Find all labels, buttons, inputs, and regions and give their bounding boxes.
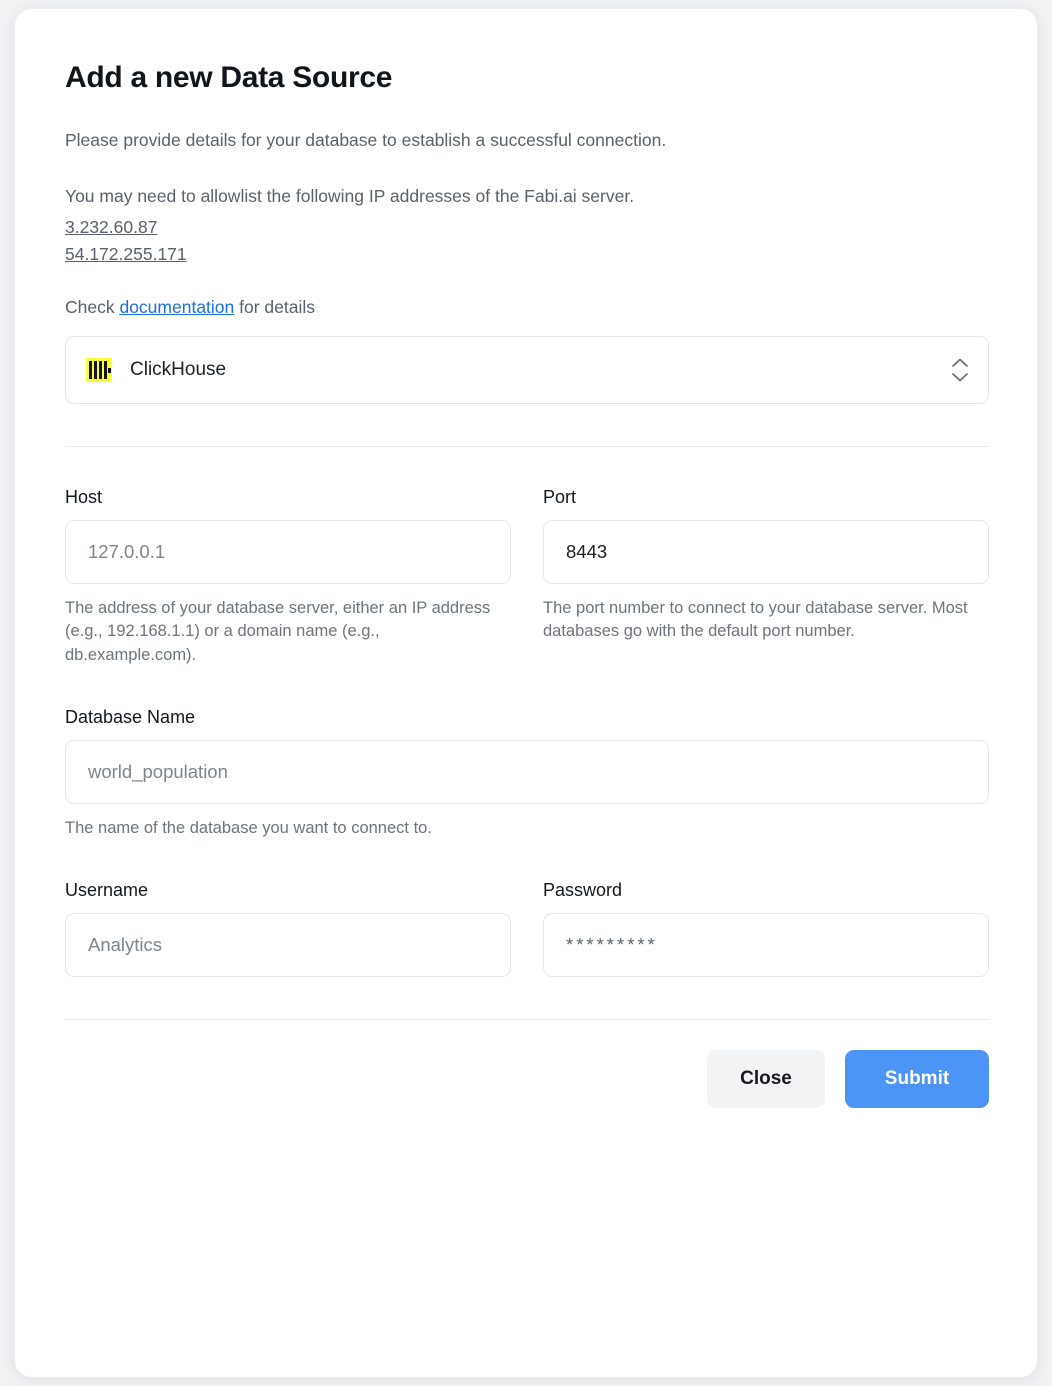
credentials-row bbox=[65, 880, 989, 977]
section-divider bbox=[65, 446, 989, 447]
username-field-group bbox=[65, 880, 511, 977]
host-field-group bbox=[65, 487, 511, 667]
password-label: Password bbox=[543, 880, 623, 901]
data-source-select[interactable] bbox=[65, 336, 989, 404]
dialog-actions bbox=[15, 1020, 1037, 1108]
allowlist-intro: You may need to allowlist the following IP addresses of the Fabi.ai server. bbox=[65, 185, 635, 206]
dialog-body bbox=[15, 9, 1037, 1020]
documentation-line bbox=[65, 297, 989, 318]
ip-address-1[interactable]: 3.232.60.87 bbox=[65, 217, 158, 238]
port-label: Port bbox=[543, 486, 577, 507]
add-data-source-dialog bbox=[14, 8, 1038, 1378]
host-help-text: The address of your database server, either an IP address (e.g., 192.168.1.1) or a domain name (e.g., db.example.com). bbox=[65, 598, 491, 664]
database-name-help-text: The name of the database you want to connect to. bbox=[65, 819, 432, 838]
data-source-select-value: ClickHouse bbox=[130, 358, 227, 380]
password-input[interactable] bbox=[543, 913, 989, 977]
documentation-prefix: Check bbox=[65, 296, 120, 317]
host-input[interactable] bbox=[65, 520, 511, 584]
username-input[interactable] bbox=[65, 913, 511, 977]
documentation-suffix: for details bbox=[234, 296, 316, 317]
dialog-description: Please provide details for your database to establish a successful connection. bbox=[65, 130, 667, 150]
close-button[interactable]: Close bbox=[707, 1050, 825, 1108]
submit-button[interactable]: Submit bbox=[845, 1050, 989, 1108]
chevron-updown-icon[interactable] bbox=[952, 358, 968, 382]
database-name-row bbox=[65, 707, 989, 840]
database-name-field-group bbox=[65, 707, 989, 840]
documentation-link[interactable]: documentation bbox=[119, 296, 235, 317]
ip-address-2[interactable]: 54.172.255.171 bbox=[65, 243, 187, 264]
page-title: Add a new Data Source bbox=[65, 61, 393, 94]
host-port-row bbox=[65, 487, 989, 667]
database-name-input[interactable] bbox=[65, 740, 989, 804]
username-label: Username bbox=[65, 880, 149, 901]
clickhouse-icon bbox=[86, 358, 112, 382]
database-name-label: Database Name bbox=[65, 707, 196, 728]
port-field-group bbox=[543, 487, 989, 667]
port-help-text: The port number to connect to your database server. Most databases go with the default port number. bbox=[543, 598, 968, 641]
port-input[interactable] bbox=[543, 520, 989, 584]
host-label: Host bbox=[65, 486, 103, 507]
password-field-group bbox=[543, 880, 989, 977]
